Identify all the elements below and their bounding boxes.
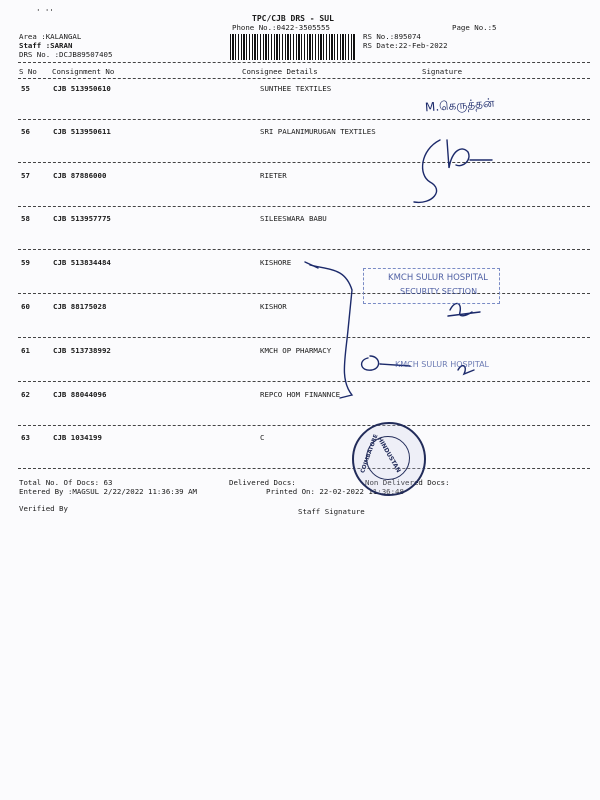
row-consignment: CJB 88044096 bbox=[53, 390, 107, 399]
divider bbox=[18, 206, 590, 207]
column-header-consignee: Consignee Details bbox=[242, 67, 318, 76]
divider bbox=[18, 162, 590, 163]
row-consignment: CJB 88175028 bbox=[53, 302, 107, 311]
divider bbox=[18, 381, 590, 382]
divider bbox=[18, 249, 590, 250]
column-header-sno: S No bbox=[19, 67, 37, 76]
row-consignment: CJB 1034199 bbox=[53, 433, 102, 442]
row-sno: 60 bbox=[21, 302, 30, 311]
seal-text: HINDUSTAN bbox=[375, 436, 402, 474]
divider bbox=[18, 119, 590, 120]
kmch-security-stamp bbox=[363, 268, 500, 304]
delivered-docs: Delivered Docs: bbox=[229, 478, 296, 487]
signature-stroke bbox=[362, 356, 379, 370]
verified-by: Verified By bbox=[19, 504, 68, 513]
divider bbox=[18, 293, 590, 294]
row-consignment: CJB 87886000 bbox=[53, 171, 107, 180]
document-title: TPC/CJB DRS - SUL bbox=[252, 14, 334, 23]
hindustan-seal bbox=[352, 422, 426, 496]
row-consignment: CJB 513834484 bbox=[53, 258, 111, 267]
row-sno: 59 bbox=[21, 258, 30, 267]
printed-on: Printed On: 22-02-2022 11:36:48 bbox=[266, 487, 404, 496]
row-consignee: KMCH OP PHARMACY bbox=[260, 346, 332, 355]
row-consignee: SUNTHEE TEXTILES bbox=[260, 84, 332, 93]
staff-label: Staff :SARAN bbox=[19, 41, 73, 50]
divider bbox=[18, 337, 590, 338]
row-consignee: RIETER bbox=[260, 171, 287, 180]
row-consignee: SILEESWARA BABU bbox=[260, 214, 327, 223]
row-sno: 58 bbox=[21, 214, 30, 223]
total-docs: Total No. Of Docs: 63 bbox=[19, 478, 113, 487]
row-sno: 57 bbox=[21, 171, 30, 180]
area-label: Area :KALANGAL bbox=[19, 32, 82, 41]
row-consignee: SRI PALANIMURUGAN TEXTILES bbox=[260, 127, 376, 136]
page-number: Page No.:5 bbox=[452, 23, 497, 32]
signature-stroke bbox=[414, 140, 440, 202]
rs-number: RS No.:895074 bbox=[363, 32, 421, 41]
kmch-hospital-stamp: KMCH SULUR HOSPITAL bbox=[395, 360, 490, 369]
stamp-text: SECURITY SECTION bbox=[400, 287, 478, 296]
row-consignment: CJB 513950610 bbox=[53, 84, 111, 93]
signature-stroke bbox=[448, 312, 480, 316]
row-consignment: CJB 513738992 bbox=[53, 346, 111, 355]
non-delivered-docs: Non Delivered Docs: bbox=[365, 478, 450, 487]
staff-signature: Staff Signature bbox=[298, 507, 365, 516]
row-consignee: KISHOR bbox=[260, 302, 287, 311]
divider bbox=[18, 468, 590, 469]
drs-number: DRS No. :DCJB89507405 bbox=[19, 50, 113, 59]
signature-stroke bbox=[310, 265, 352, 398]
rs-date: RS Date:22-Feb-2022 bbox=[363, 41, 448, 50]
barcode-image bbox=[230, 34, 356, 60]
row-sno: 55 bbox=[21, 84, 30, 93]
row-consignee: C bbox=[260, 433, 265, 442]
phone-number: Phone No.:0422-3505555 bbox=[232, 23, 330, 32]
row-sno: 62 bbox=[21, 390, 30, 399]
column-header-signature: Signature bbox=[422, 67, 463, 76]
divider bbox=[18, 78, 590, 79]
signature-stroke bbox=[450, 303, 472, 315]
row-consignment: CJB 513950611 bbox=[53, 127, 111, 136]
row-sno: 56 bbox=[21, 127, 30, 136]
seal-text: COIMBATORE bbox=[360, 433, 380, 475]
stamp-text: KMCH SULUR HOSPITAL bbox=[388, 273, 488, 283]
row-consignment: CJB 513957775 bbox=[53, 214, 111, 223]
row-sno: 63 bbox=[21, 433, 30, 442]
divider bbox=[18, 425, 590, 426]
header-dots: ' '' bbox=[36, 7, 54, 16]
signature-stroke bbox=[305, 262, 318, 268]
handwritten-signature: M.கெருத்தன் bbox=[424, 95, 495, 115]
row-sno: 61 bbox=[21, 346, 30, 355]
row-consignee: REPCO HOM FINANNCE bbox=[260, 390, 341, 399]
signature-stroke bbox=[447, 140, 469, 168]
divider bbox=[18, 62, 590, 63]
row-consignee: KISHORE bbox=[260, 258, 292, 267]
column-header-consignment: Consignment No bbox=[52, 67, 115, 76]
entered-by: Entered By :MAGSUL 2/22/2022 11:36:39 AM bbox=[19, 487, 197, 496]
